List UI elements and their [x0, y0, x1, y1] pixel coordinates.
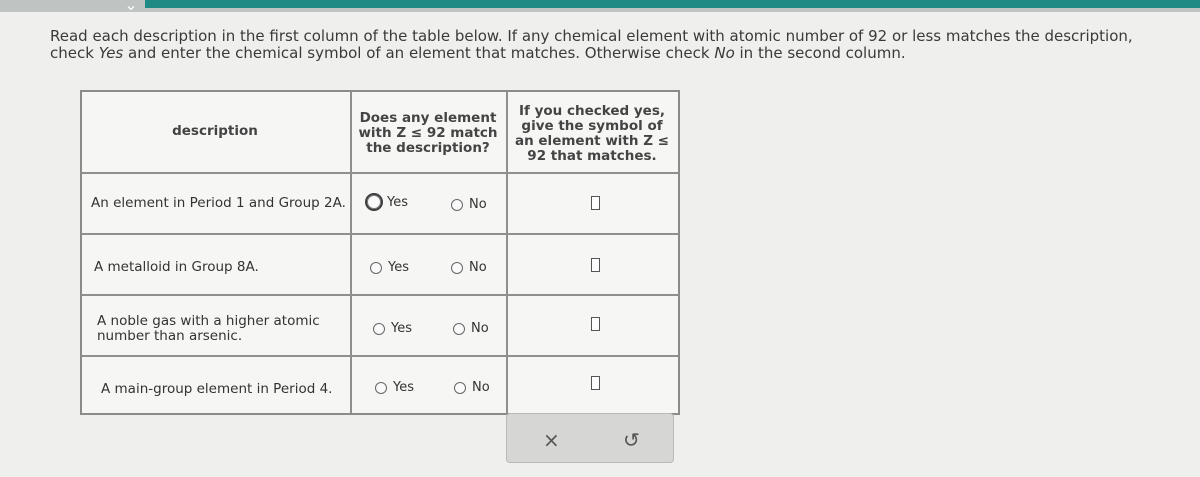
- no-label: No: [469, 260, 487, 275]
- question-table: [80, 90, 680, 415]
- no-radio[interactable]: [454, 380, 490, 395]
- yes-radio[interactable]: [370, 260, 409, 275]
- action-bar: [506, 413, 674, 463]
- row-description: A main-group element in Period 4.: [101, 381, 333, 397]
- no-radio[interactable]: [451, 197, 487, 212]
- column-divider: [350, 92, 352, 413]
- header-symbol: If you checked yes, give the symbol of an element with Z ≤ 92 that matches.: [514, 103, 669, 164]
- no-label: No: [469, 197, 487, 212]
- row-divider: [82, 355, 678, 357]
- radio-circle: [373, 323, 385, 335]
- x-icon[interactable]: ×: [543, 428, 560, 452]
- yes-label: Yes: [388, 260, 409, 275]
- radio-circle: [451, 199, 463, 211]
- yes-label: Yes: [387, 194, 408, 210]
- instructions-yes: Yes: [98, 44, 124, 62]
- instructions: [50, 28, 1170, 62]
- instructions-no: No: [714, 44, 735, 62]
- radio-circle: [453, 323, 465, 335]
- symbol-input[interactable]: [591, 376, 600, 390]
- yes-label: Yes: [393, 380, 414, 395]
- row-description: A metalloid in Group 8A.: [94, 259, 259, 275]
- yes-radio[interactable]: [365, 193, 408, 211]
- symbol-input[interactable]: [591, 196, 600, 210]
- yes-radio[interactable]: [375, 380, 414, 395]
- row-description: An element in Period 1 and Group 2A.: [91, 195, 346, 211]
- radio-circle: [451, 262, 463, 274]
- instructions-text-2: and enter the chemical symbol of an element that matches. Otherwise check: [123, 44, 715, 62]
- chevron-down-icon[interactable]: ⌄: [124, 0, 138, 14]
- row-divider: [82, 172, 678, 174]
- row-divider: [82, 294, 678, 296]
- no-radio[interactable]: [451, 260, 487, 275]
- row-description: A noble gas with a higher atomic number than arsenic.: [97, 313, 320, 344]
- row-divider: [82, 233, 678, 235]
- header-match: Does any element with Z ≤ 92 match the description?: [358, 110, 498, 156]
- yes-radio[interactable]: [373, 321, 412, 336]
- instructions-text-3: in the second column.: [734, 44, 906, 62]
- symbol-input[interactable]: [591, 258, 600, 272]
- undo-icon[interactable]: ↺: [623, 428, 640, 452]
- column-divider: [506, 92, 508, 413]
- instructions-text-1: Read each description in the first column of the table below. If any chemical element with atomic number of 92 or less matches the description, check: [50, 27, 1133, 62]
- radio-circle: [365, 193, 383, 211]
- symbol-input[interactable]: [591, 317, 600, 331]
- header-description: description: [172, 123, 258, 139]
- top-bar-accent: [145, 0, 1200, 8]
- yes-label: Yes: [391, 321, 412, 336]
- radio-circle: [370, 262, 382, 274]
- radio-circle: [375, 382, 387, 394]
- no-label: No: [471, 321, 489, 336]
- no-label: No: [472, 380, 490, 395]
- no-radio[interactable]: [453, 321, 489, 336]
- radio-circle: [454, 382, 466, 394]
